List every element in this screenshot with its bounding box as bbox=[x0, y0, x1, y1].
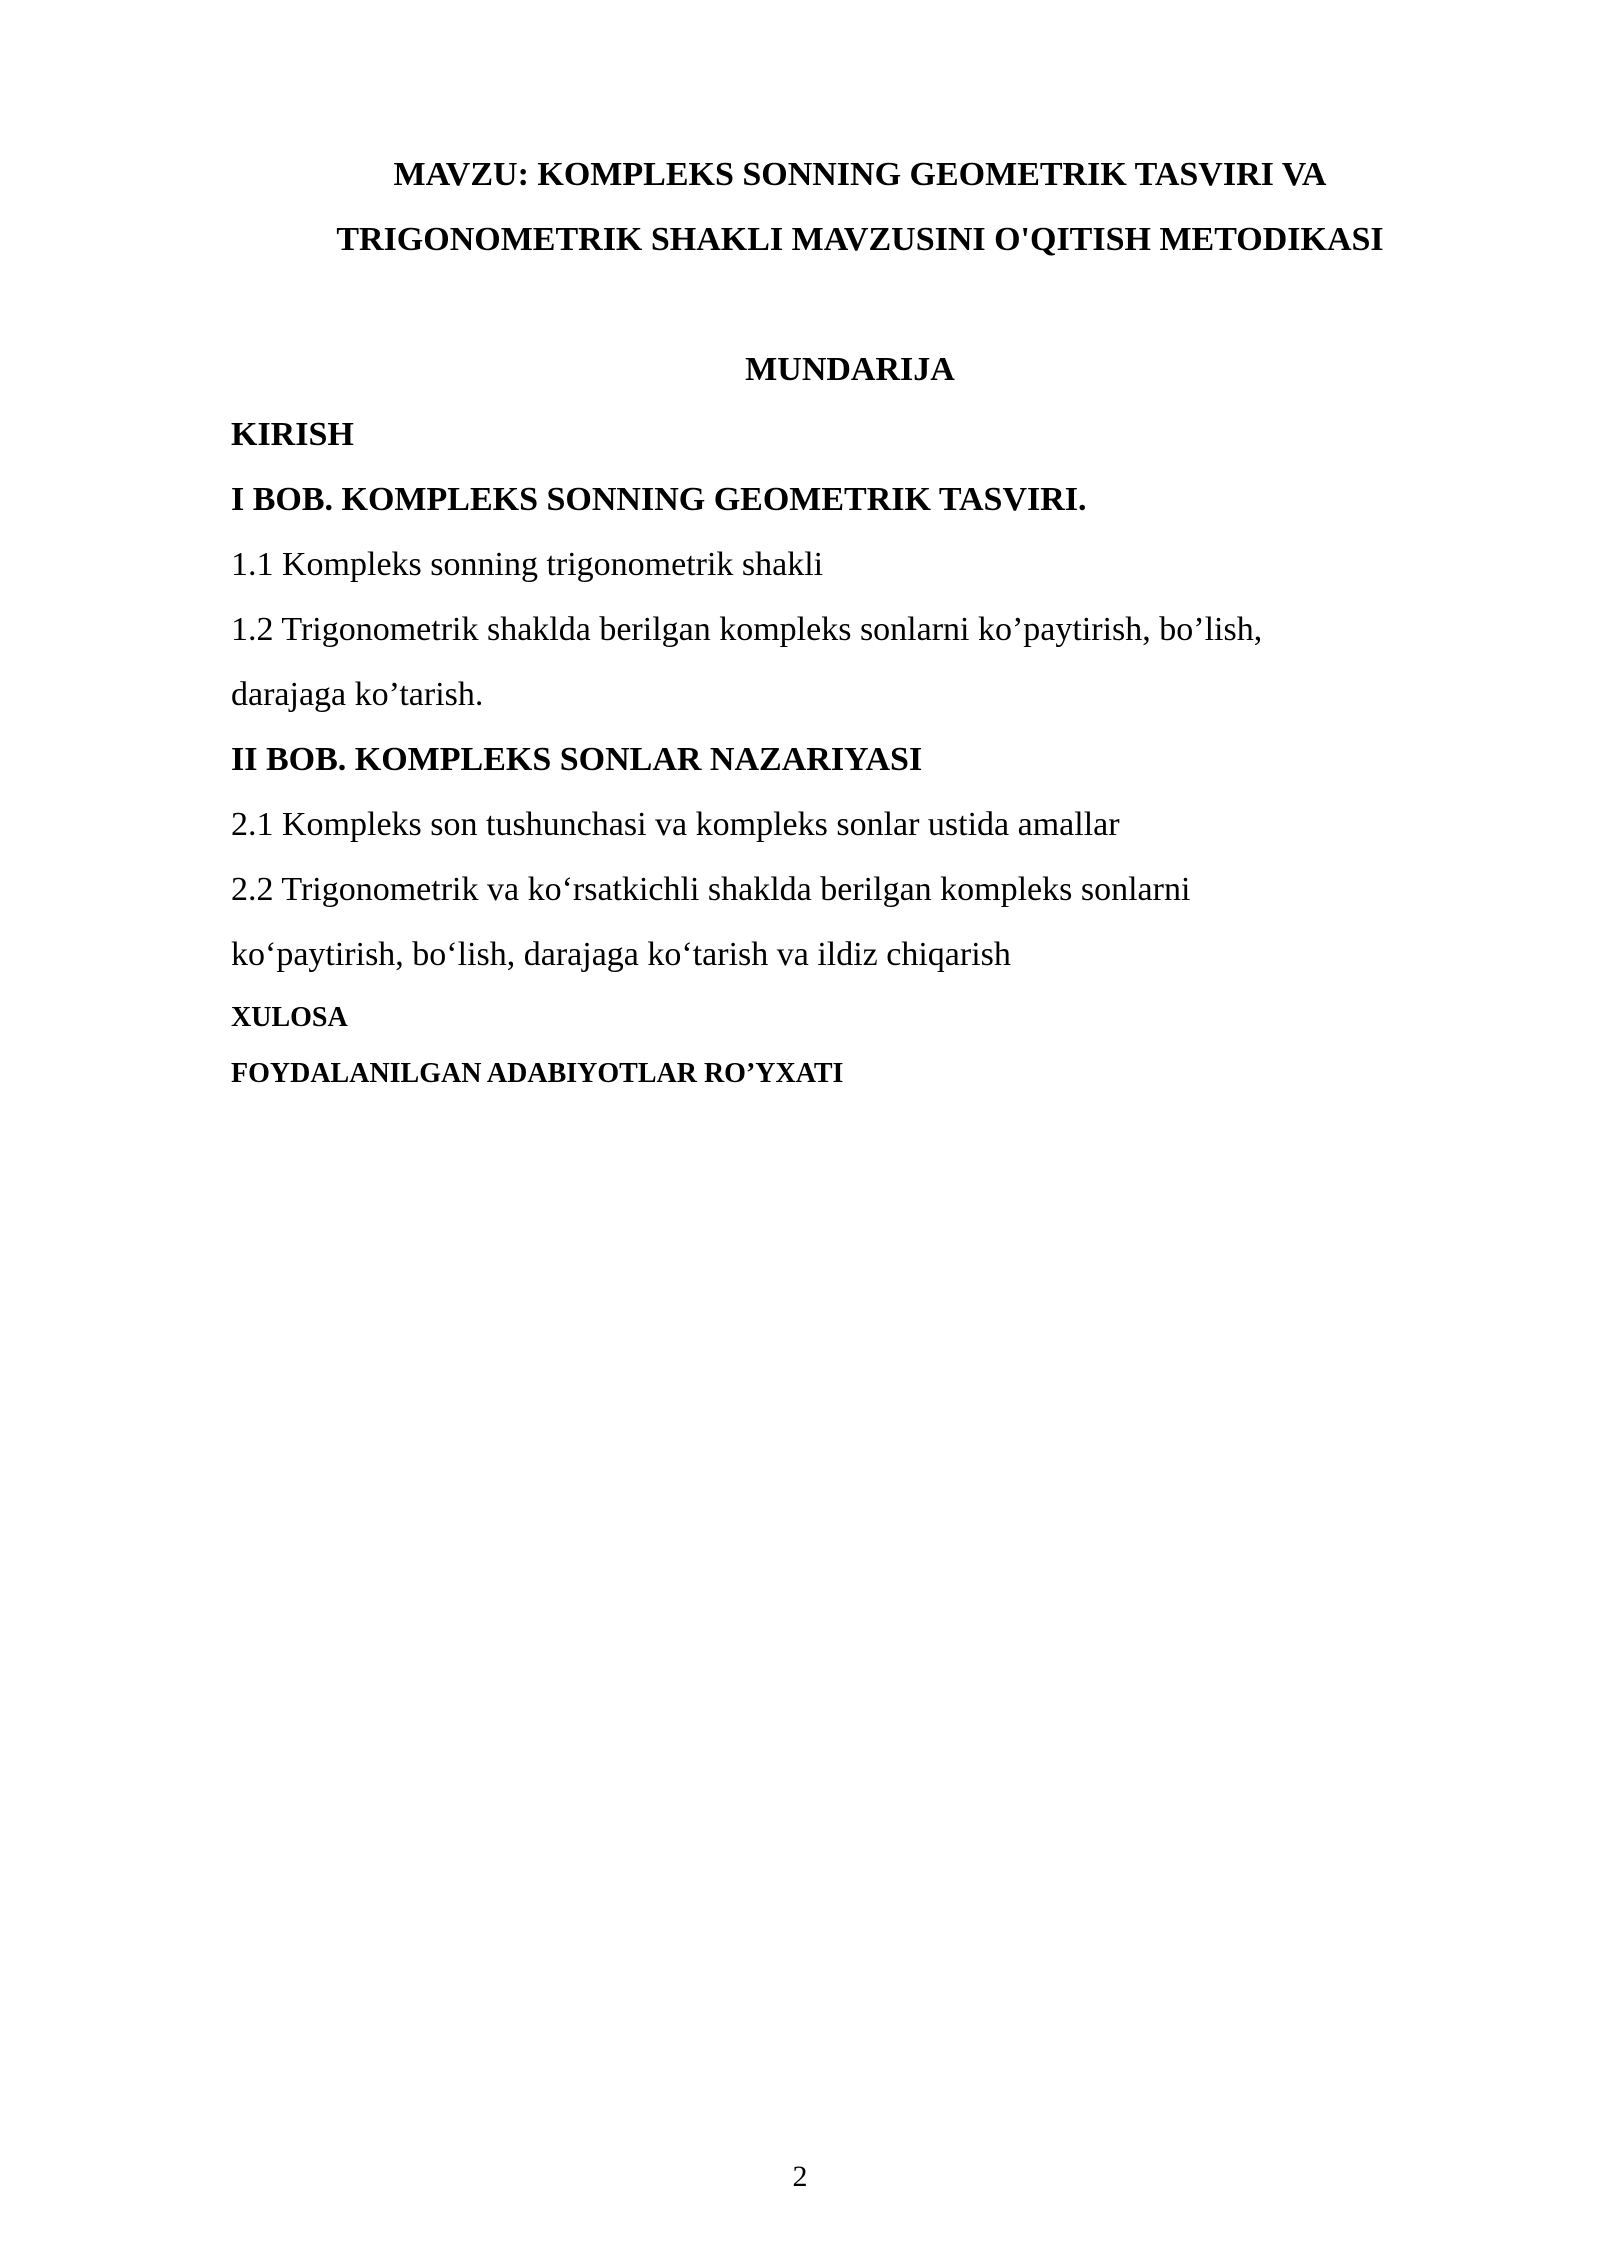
toc-item-references: FOYDALANILGAN ADABIYOTLAR RO’YXATI bbox=[231, 1058, 844, 1089]
toc-item-section-2-2-line-2: ko‘paytirish, bo‘lish, darajaga ko‘tarish va ildiz chiqarish bbox=[231, 936, 1011, 973]
toc-heading: MUNDARIJA bbox=[745, 351, 955, 388]
toc-item-intro: KIRISH bbox=[231, 416, 354, 453]
document-title-line-2: TRIGONOMETRIK SHAKLI MAVZUSINI O'QITISH METODIKASI bbox=[336, 221, 1384, 258]
toc-item-chapter-2: II BOB. KOMPLEKS SONLAR NAZARIYASI bbox=[231, 741, 923, 778]
toc-item-section-2-2-line-1: 2.2 Trigonometrik va ko‘rsatkichli shaklda berilgan kompleks sonlarni bbox=[231, 871, 1191, 908]
toc-item-chapter-1: I BOB. KOMPLEKS SONNING GEOMETRIK TASVIRI. bbox=[231, 481, 1087, 518]
document-title-line-1: MAVZU: KOMPLEKS SONNING GEOMETRIK TASVIRI VA bbox=[393, 156, 1327, 193]
toc-item-section-1-2-line-2: darajaga ko’tarish. bbox=[231, 676, 484, 713]
toc-item-section-1-2-line-1: 1.2 Trigonometrik shaklda berilgan kompleks sonlarni ko’paytirish, bo’lish, bbox=[231, 611, 1263, 648]
toc-item-conclusion: XULOSA bbox=[231, 1002, 348, 1033]
toc-item-section-1-1: 1.1 Kompleks sonning trigonometrik shakli bbox=[231, 546, 824, 583]
toc-item-section-2-1: 2.1 Kompleks son tushunchasi va kompleks sonlar ustida amallar bbox=[231, 806, 1120, 843]
page-number: 2 bbox=[792, 2160, 808, 2193]
